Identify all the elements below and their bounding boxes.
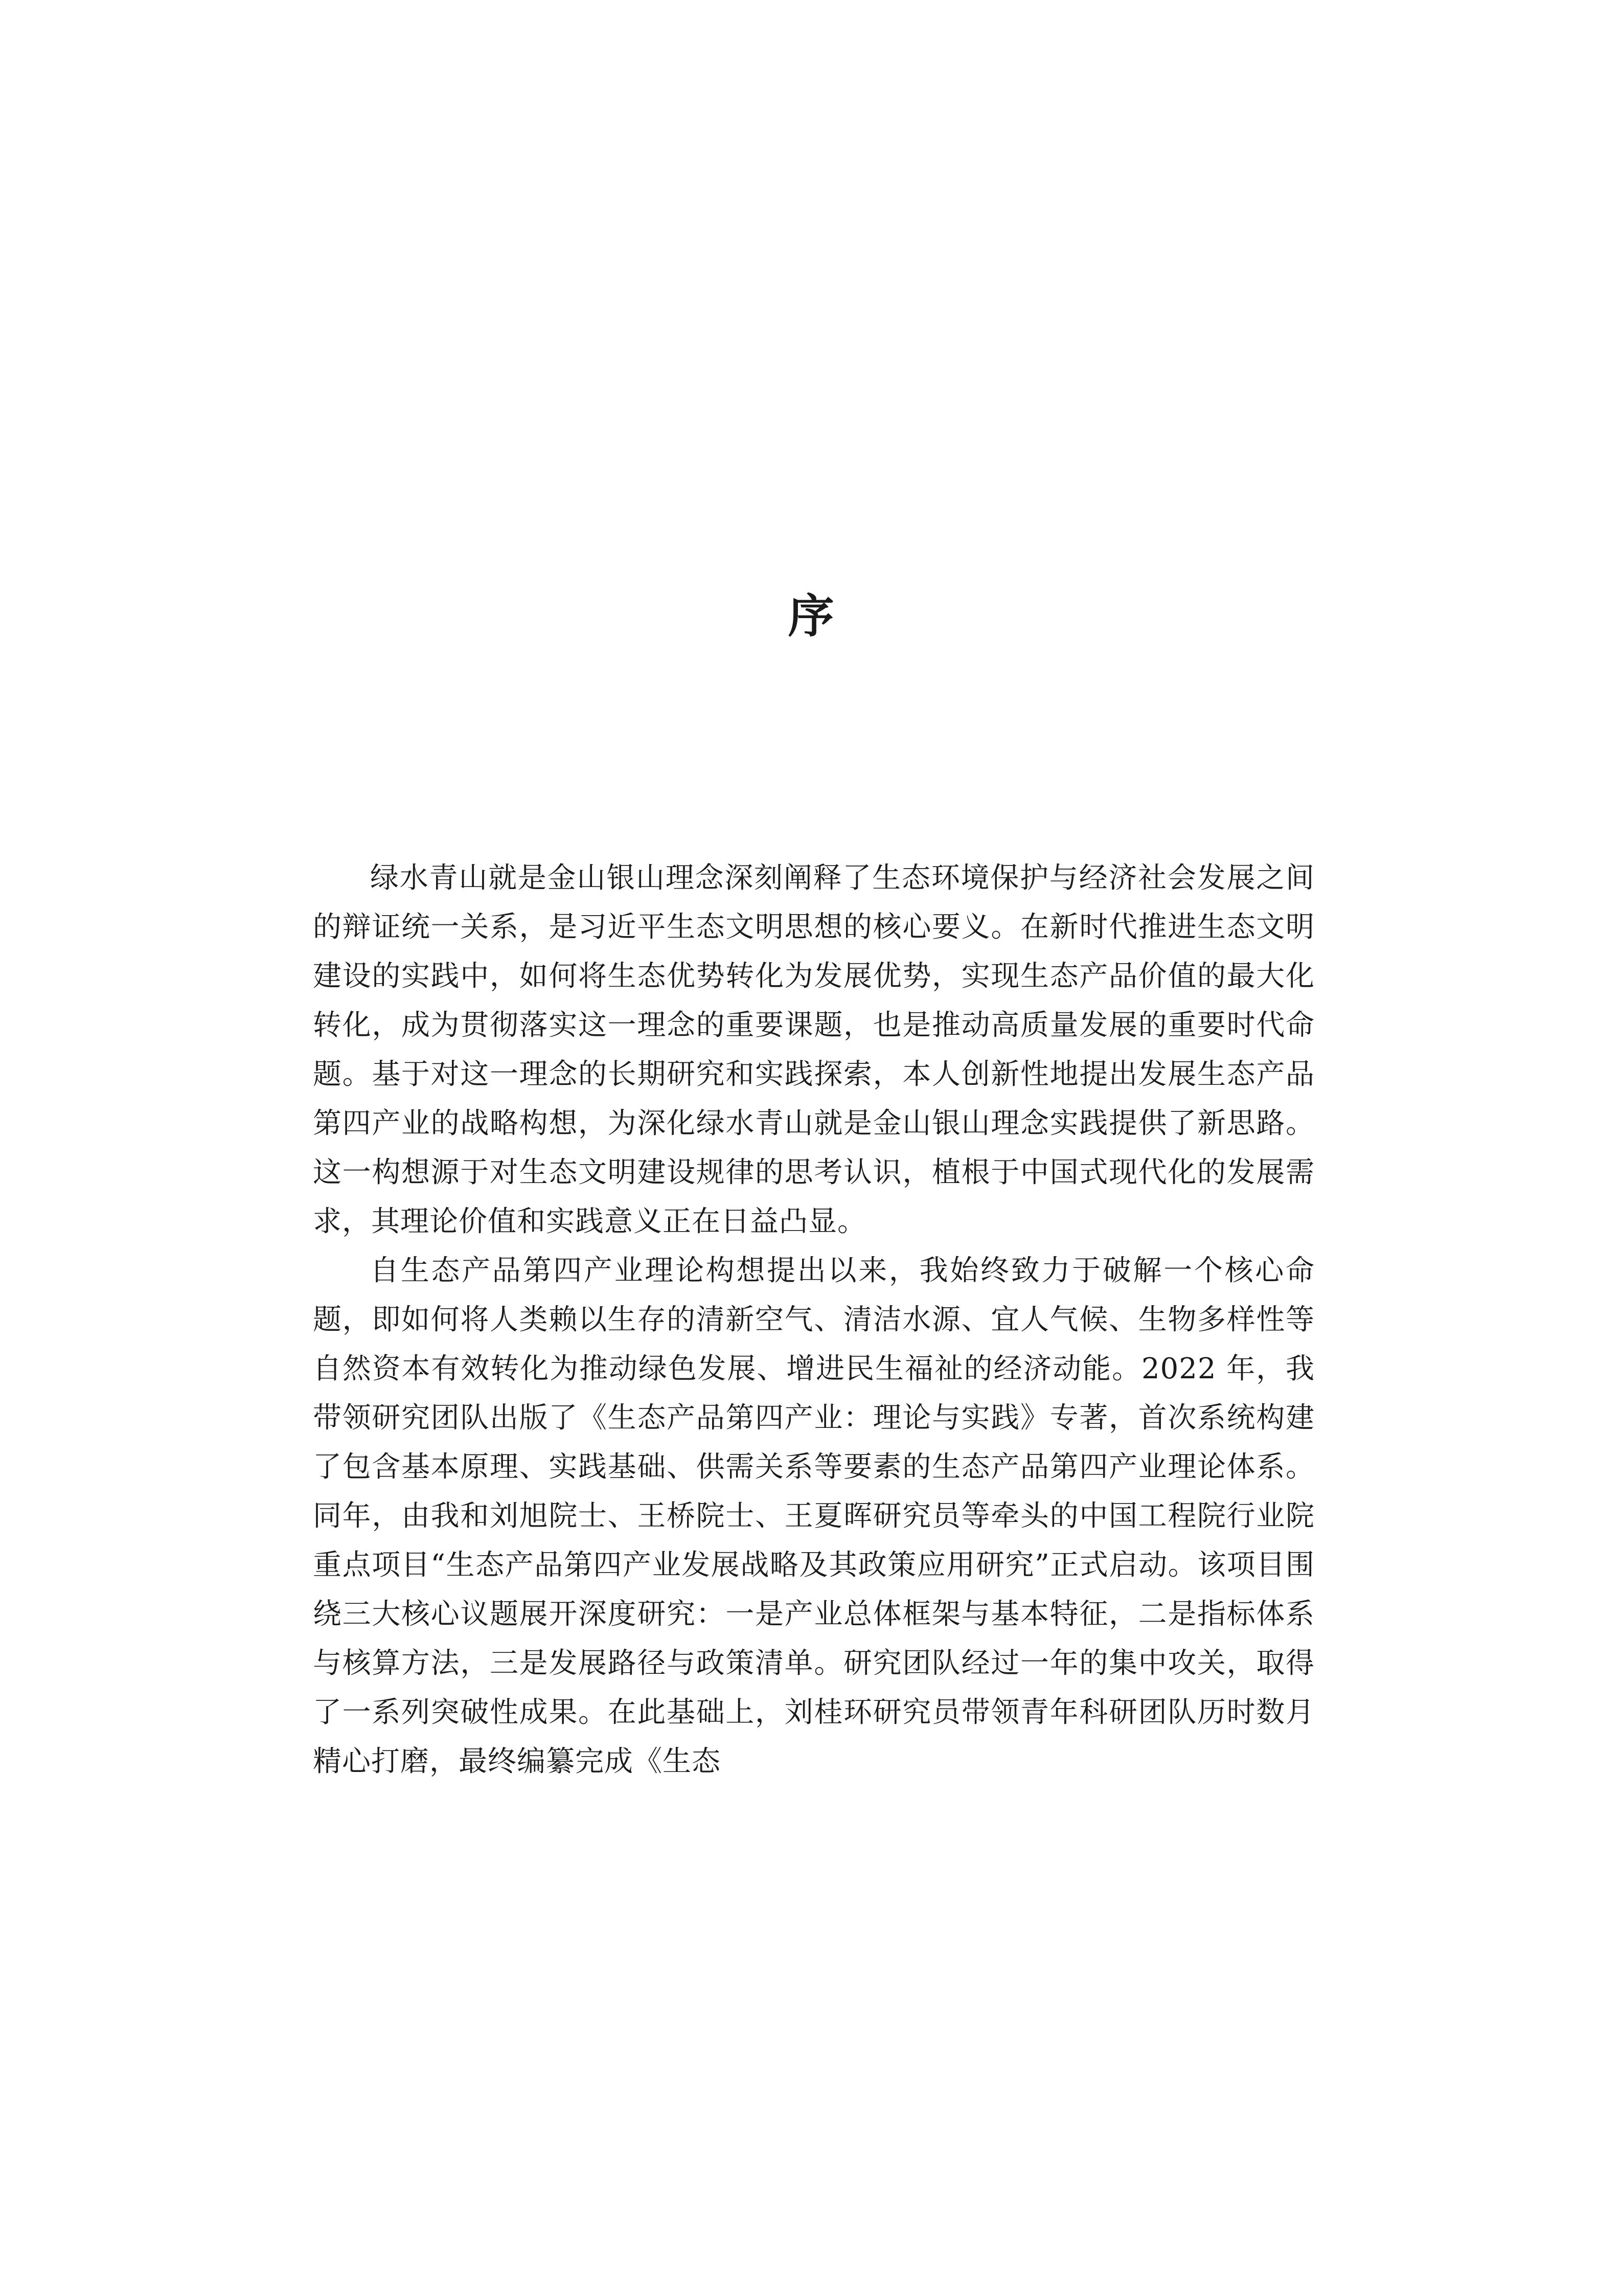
page-title: 序	[788, 589, 834, 643]
paragraph-1: 绿水青山就是金山银山理念深刻阐释了生态环境保护与经济社会发展之间的辩证统一关系，是习近平生态文明思想的核心要义。在新时代推进生态文明建设的实践中，如何将生态优势转化为发展优势，实现生态产品价值的最大化转化，成为贯彻落实这一理念的重要课题，也是推动高质量发展的重要时代命题。基于对这一理念的长期研究和实践探索，本人创新性地提出发展生态产品第四产业的战略构想，为深化绿水青山就是金山银山理念实践提供了新思路。这一构想源于对生态文明建设规律的思考认识，植根于中国式现代化的发展需求，其理论价值和实践意义正在日益凸显。	[313, 861, 1315, 1238]
body-text	[313, 854, 1315, 1786]
paragraph-2: 自生态产品第四产业理论构想提出以来，我始终致力于破解一个核心命题，即如何将人类赖以生存的清新空气、清洁水源、宜人气候、生物多样性等自然资本有效转化为推动绿色发展、增进民生福祉的经济动能。2022 年，我带领研究团队出版了《生态产品第四产业：理论与实践》专著，首次系统构建了包含基本原理、实践基础、供需关系等要素的生态产品第四产业理论体系。同年，由我和刘旭院士、王桥院士、王夏晖研究员等牵头的中国工程院行业院重点项目“生态产品第四产业发展战略及其政策应用研究”正式启动。该项目围绕三大核心议题展开深度研究：一是产业总体框架与基本特征，二是指标体系与核算方法，三是发展路径与政策清单。研究团队经过一年的集中攻关，取得了一系列突破性成果。在此基础上，刘桂环研究员带领青年科研团队历时数月精心打磨，最终编纂完成《生态	[313, 1254, 1315, 1778]
